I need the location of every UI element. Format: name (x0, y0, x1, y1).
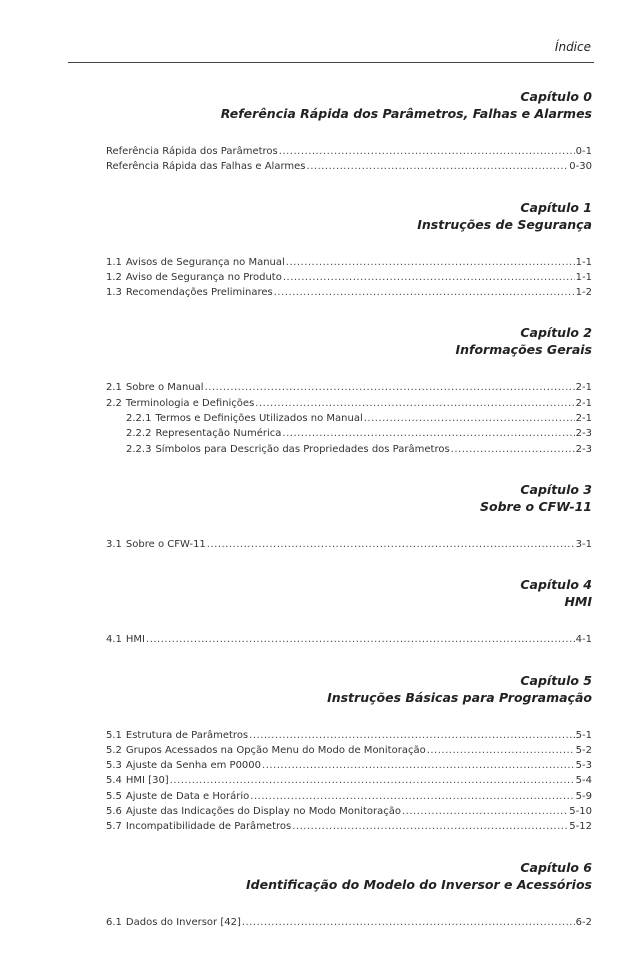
toc-entry-label: Dados do Inversor [42] (125, 916, 241, 928)
toc-entry-number: 2.2.3 (126, 443, 152, 455)
chapter-label: Capítulo 5 (520, 672, 592, 688)
toc-entry-page: 2-1 (575, 397, 592, 409)
toc-entry[interactable] (106, 773, 592, 788)
toc-entry[interactable] (106, 758, 592, 773)
toc-dot-leader (286, 255, 575, 270)
toc-entry-number: 5.2 (106, 744, 122, 756)
chapter-title: Referência Rápida dos Parâmetros, Falhas e Alarmes (220, 106, 592, 121)
chapter-title: Identificação do Modelo do Inversor e Acessórios (246, 876, 592, 892)
toc-entry-number: 3.1 (106, 538, 122, 550)
toc-entry[interactable] (106, 255, 592, 270)
toc-entry-number: 2.1 (106, 382, 122, 394)
toc-entry[interactable] (106, 632, 592, 647)
toc-entry-label: Referência Rápida das Falhas e Alarmes (106, 161, 306, 173)
toc-entry-label: Sobre o Manual (125, 382, 204, 394)
toc-entry-number: 5.3 (106, 760, 122, 772)
toc-entry-number: 2.2 (106, 397, 122, 409)
toc-entry-page: 6-2 (575, 916, 592, 928)
toc-entry[interactable] (106, 728, 592, 743)
toc-entry-label: Recomendações Preliminares (125, 287, 273, 299)
toc-entry-page: 2-1 (575, 413, 592, 425)
toc-entry-number: 5.1 (106, 729, 122, 741)
chapter-section (106, 576, 592, 671)
toc-entry-page: 0-1 (575, 146, 592, 157)
toc-entry-label: Aviso de Segurança no Produto (125, 271, 282, 283)
toc-entry-number: 1.1 (106, 256, 122, 268)
toc-entry-label: Ajuste de Data e Horário (125, 790, 250, 802)
toc-dot-leader (427, 743, 575, 758)
toc-entry[interactable] (106, 804, 592, 819)
toc-entry-page: 2-3 (575, 428, 592, 440)
toc-dot-leader (274, 285, 575, 300)
chapter-label: Capítulo 2 (520, 325, 592, 341)
toc-dot-leader (451, 442, 575, 457)
toc-entry-page: 5-1 (575, 729, 592, 741)
toc-dot-leader (262, 758, 575, 773)
chapter-section (106, 672, 592, 859)
toc-entry[interactable] (106, 915, 592, 930)
toc-entry-number: 2.2.2 (126, 428, 152, 440)
toc-dot-leader (282, 426, 574, 441)
chapter-title: Informações Gerais (455, 342, 592, 358)
toc-entry[interactable] (106, 159, 592, 174)
toc-dot-leader (402, 804, 568, 819)
toc-entry-page: 2-3 (575, 443, 592, 455)
toc-entry[interactable] (106, 396, 592, 411)
toc-entry-number: 5.5 (106, 790, 122, 802)
toc-entry-page: 5-4 (575, 775, 592, 787)
chapter-section (106, 324, 592, 480)
toc-entry-page: 5-10 (569, 806, 592, 818)
toc-entry-label: Terminologia e Definições (125, 397, 255, 409)
toc-dot-leader (250, 789, 574, 804)
toc-entry-label: HMI [30] (125, 775, 169, 787)
toc-entry[interactable] (106, 411, 592, 426)
toc-entry[interactable] (106, 743, 592, 758)
toc-dot-leader (364, 411, 575, 426)
toc-entry[interactable] (106, 380, 592, 395)
chapter-title: Instruções Básicas para Programação (327, 689, 592, 705)
chapter-section (106, 481, 592, 576)
toc-entry-label: Referência Rápida dos Parâmetros (106, 146, 278, 157)
chapter-title: Instruções de Segurança (417, 216, 592, 232)
chapter-title: HMI (564, 594, 592, 610)
toc-entry[interactable] (106, 442, 592, 457)
toc-entry-page: 1-2 (575, 287, 592, 299)
toc-entry[interactable] (106, 285, 592, 300)
toc-entry[interactable] (106, 144, 592, 159)
toc-entry-label: Ajuste das Indicações do Display no Modo Monitoração (125, 806, 401, 818)
toc-entry-number: 1.3 (106, 287, 122, 299)
chapter-label: Capítulo 3 (520, 481, 592, 497)
chapter-section (106, 859, 592, 954)
toc-entry-number: 5.4 (106, 775, 122, 787)
toc-entry[interactable] (106, 426, 592, 441)
toc-entry-label: Termos e Definições Utilizados no Manual (155, 413, 363, 425)
toc-entry-page: 1-1 (575, 256, 592, 268)
toc-entry[interactable] (106, 789, 592, 804)
chapter-label: Capítulo 1 (520, 199, 592, 215)
toc-entry-page: 1-1 (575, 271, 592, 283)
chapter-label: Capítulo 4 (520, 577, 592, 593)
toc-dot-leader (255, 396, 574, 411)
table-of-contents (106, 88, 592, 954)
toc-entry-label: Símbolos para Descrição das Propriedades dos Parâmetros (155, 443, 450, 455)
toc-dot-leader (283, 270, 575, 285)
toc-entry-label: Ajuste da Senha em P0000 (125, 760, 262, 772)
header-divider (68, 62, 594, 63)
toc-dot-leader (170, 773, 575, 788)
toc-entry-number: 5.6 (106, 806, 122, 818)
toc-entry-label: Representação Numérica (155, 428, 282, 440)
toc-entry[interactable] (106, 270, 592, 285)
toc-dot-leader (249, 728, 575, 743)
toc-entry-label: HMI (125, 634, 146, 646)
toc-entry-number: 6.1 (106, 916, 122, 928)
toc-entry-page: 5-2 (575, 744, 592, 756)
toc-entry-label: Sobre o CFW-11 (125, 538, 206, 550)
chapter-title: Sobre o CFW-11 (480, 498, 592, 514)
toc-entry-page: 2-1 (575, 382, 592, 394)
toc-entry-number: 1.2 (106, 271, 122, 283)
toc-dot-leader (207, 537, 575, 552)
toc-entry-label: Estrutura de Parâmetros (125, 729, 249, 741)
toc-entry[interactable] (106, 537, 592, 552)
toc-entry-page: 4-1 (575, 634, 592, 646)
toc-entry-label: Incompatibilidade de Parâmetros (125, 821, 292, 833)
toc-dot-leader (242, 915, 575, 930)
toc-dot-leader (146, 632, 575, 647)
toc-entry-page: 0-30 (569, 161, 592, 173)
toc-dot-leader (307, 159, 569, 174)
toc-dot-leader (205, 380, 575, 395)
chapter-section (106, 199, 592, 325)
toc-entry-page: 5-9 (575, 790, 592, 802)
toc-entry-page: 5-12 (569, 821, 592, 833)
toc-dot-leader (292, 819, 568, 834)
chapter-label: Capítulo 0 (520, 89, 592, 104)
toc-dot-leader (279, 144, 575, 159)
chapter-label: Capítulo 6 (520, 859, 592, 875)
chapter-section (106, 88, 592, 199)
toc-entry-page: 5-3 (575, 760, 592, 772)
toc-entry-page: 3-1 (575, 538, 592, 550)
page-header-title: Índice (554, 40, 591, 54)
toc-entry[interactable] (106, 819, 592, 834)
toc-entry-number: 4.1 (106, 634, 122, 646)
toc-entry-number: 2.2.1 (126, 413, 152, 425)
toc-entry-label: Avisos de Segurança no Manual (125, 256, 285, 268)
toc-entry-number: 5.7 (106, 821, 122, 833)
toc-entry-label: Grupos Acessados na Opção Menu do Modo de Monitoração (125, 744, 426, 756)
